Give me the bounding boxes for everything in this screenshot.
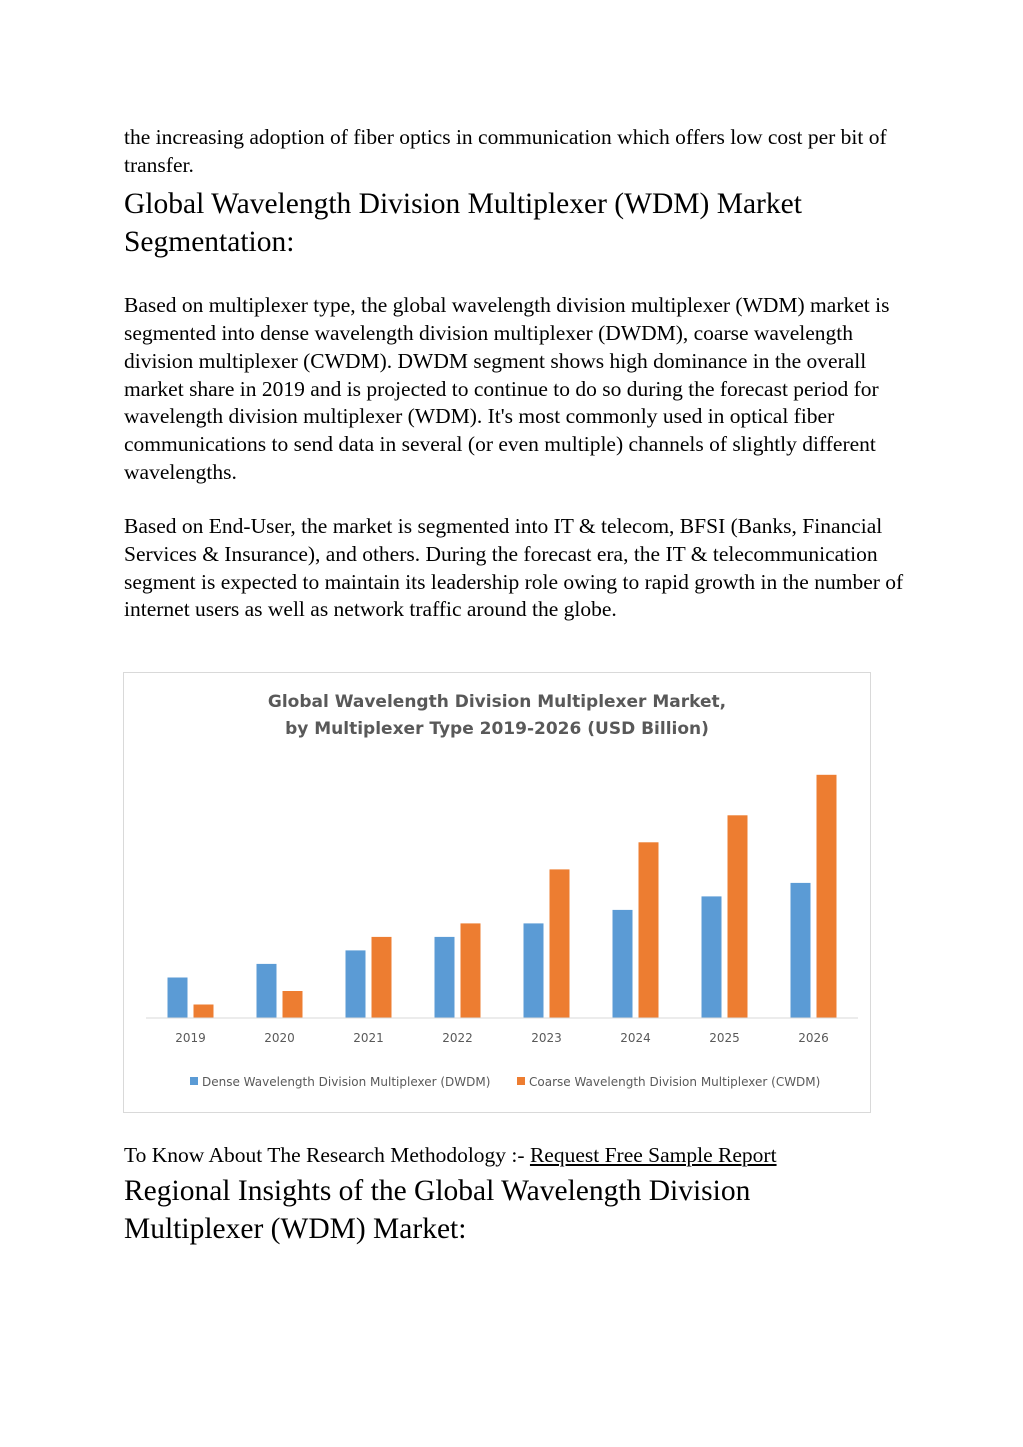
chart-legend [190,1075,820,1089]
bar-dwdm-2021 [346,950,366,1018]
bar-cwdm-2025 [728,815,748,1018]
regional-insights-heading: Regional Insights of the Global Wavelength Division Multiplexer (WDM) Market: [124,1175,751,1245]
bar-cwdm-2024 [639,842,659,1018]
market-bar-chart [123,672,871,1113]
bar-cwdm-2023 [550,869,570,1018]
legend-swatch-dwdm [190,1077,198,1085]
chart-title-line-2: by Multiplexer Type 2019-2026 (USD Billion) [285,719,709,739]
x-tick-label-2024: 2024 [620,1031,651,1045]
legend-label-dwdm: Dense Wavelength Division Multiplexer (DWDM) [202,1075,491,1089]
x-tick-label-2021: 2021 [353,1031,384,1045]
x-tick-label-2026: 2026 [798,1031,829,1045]
bar-dwdm-2022 [435,937,455,1018]
segmentation-heading: Global Wavelength Division Multiplexer (WDM) Market Segmentation: [124,188,802,259]
multiplexer-type-paragraph: Based on multiplexer type, the global wavelength division multiplexer (WDM) market is segmented into dense wavelength division multiplexer (DWDM), coarse wavelength division multiplexer (CWDM). DWDM segment shows high dominance in the overall market share in 2019 and is projected to continue to do so during the forecast period for wavelength division multiplexer (WDM). It's most commonly used in optical fiber communications to send data in several (or even multiple) channels of slightly different wavelengths. [124,293,890,484]
bar-dwdm-2019 [168,978,188,1019]
chart-title-line-1: Global Wavelength Division Multiplexer Market, [267,692,727,712]
research-methodology-line [124,1142,777,1169]
bar-dwdm-2020 [257,964,277,1018]
legend-label-cwdm: Coarse Wavelength Division Multiplexer (CWDM) [529,1075,821,1089]
bar-dwdm-2024 [613,910,633,1018]
x-tick-labels [175,1031,829,1045]
x-tick-label-2025: 2025 [709,1031,740,1045]
bars-group [168,775,837,1018]
bar-dwdm-2026 [791,883,811,1018]
x-tick-label-2023: 2023 [531,1031,562,1045]
bar-cwdm-2019 [194,1005,214,1019]
bar-dwdm-2025 [702,896,722,1018]
end-user-paragraph: Based on End-User, the market is segmented into IT & telecom, BFSI (Banks, Financial Services & Insurance), and others. During the forecast era, the IT & telecommunication segment is expected to maintain its leadership role owing to rapid growth in the number of internet users as well as network traffic around the globe. [124,514,904,622]
request-sample-report-link[interactable]: Request Free Sample Report [529,1143,777,1167]
legend-swatch-cwdm [517,1077,525,1085]
x-tick-label-2022: 2022 [442,1031,473,1045]
cta-prefix: To Know About The Research Methodology :- [124,1143,530,1167]
bar-cwdm-2026 [817,775,837,1018]
bar-cwdm-2022 [461,923,481,1018]
bar-dwdm-2023 [524,923,544,1018]
bar-cwdm-2021 [372,937,392,1018]
x-tick-label-2020: 2020 [264,1031,295,1045]
chart-canvas [124,673,870,1112]
x-tick-label-2019: 2019 [175,1031,206,1045]
intro-paragraph: the increasing adoption of fiber optics in communication which offers low cost per bit of transfer. [124,125,887,177]
document-body [124,124,904,624]
bar-cwdm-2020 [283,991,303,1018]
